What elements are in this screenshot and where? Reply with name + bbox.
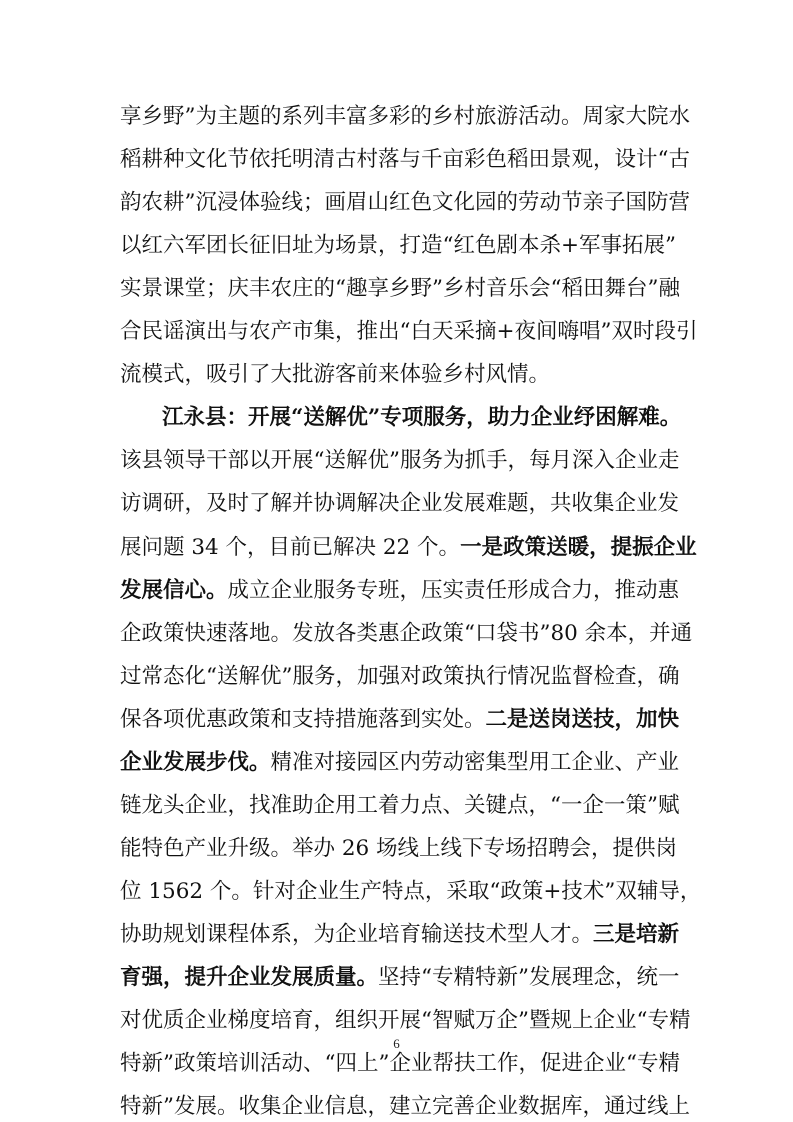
text-line xyxy=(120,1092,690,1122)
text-segment: 保各项优惠政策和支持措施落到实处。 xyxy=(120,707,486,732)
text-segment: 合民谣演出与农产市集，推出“白天采摘+夜间嗨唱”双时段引 xyxy=(120,319,698,344)
text-segment: 企政策快速落地。发放各类惠企政策“口袋书”80 余本，并通 xyxy=(120,621,693,646)
text-segment: 访调研，及时了解并协调解决企业发展难题，共收集企业发 xyxy=(120,491,680,516)
text-segment: 流模式，吸引了大批游客前来体验乡村风情。 xyxy=(120,362,551,387)
bold-text-segment: 二是送岗送技，加快 xyxy=(485,707,680,732)
text-line xyxy=(120,1006,691,1036)
text-line xyxy=(120,662,680,692)
text-segment: 特新”政策培训活动、“四上”企业帮扶工作，促进企业“专精 xyxy=(120,1051,680,1076)
text-segment: 实景课堂；庆丰农庄的“趣享乡野”乡村音乐会“稻田舞台”融 xyxy=(120,276,680,301)
page-number: 6 xyxy=(393,1036,400,1051)
text-line xyxy=(120,533,697,563)
text-segment: 位 1562 个。针对企业生产特点，采取“政策+技术”双辅导， xyxy=(120,879,702,904)
text-line xyxy=(120,188,690,218)
text-segment: 该县领导干部以开展“送解优”服务为抓手，每月深入企业走 xyxy=(120,448,680,473)
text-line xyxy=(120,963,680,993)
text-line xyxy=(120,360,675,390)
text-line xyxy=(120,274,680,304)
text-segment: 坚持“专精特新”发展理念，统一 xyxy=(378,965,680,990)
text-line xyxy=(120,877,702,907)
text-segment: 特新”发展。收集企业信息，建立完善企业数据库，通过线上 xyxy=(120,1094,690,1119)
text-line xyxy=(120,748,680,778)
text-segment: 协助规划课程体系，为企业培育输送技术型人才。 xyxy=(120,922,594,947)
text-line xyxy=(120,102,690,132)
text-segment: 过常态化“送解优”服务，加强对政策执行情况监督检查，确 xyxy=(120,664,680,689)
text-segment: 享乡野”为主题的系列丰富多彩的乡村旅游活动。周家大院水 xyxy=(120,104,690,129)
text-segment: 成立企业服务专班，压实责任形成合力，推动惠 xyxy=(227,578,680,603)
text-line xyxy=(120,317,698,347)
bold-text-segment: 育强，提升企业发展质量。 xyxy=(120,965,379,990)
bold-text-segment: 三是培新 xyxy=(593,922,680,947)
text-line xyxy=(120,489,680,519)
text-line xyxy=(120,145,690,175)
text-line xyxy=(120,791,680,821)
text-line xyxy=(120,446,680,476)
text-line xyxy=(120,619,693,649)
text-line xyxy=(120,231,675,261)
bold-text-segment: 一是政策送暖，提振企业 xyxy=(460,535,697,560)
text-segment: 精准对接园区内劳动密集型用工企业、产业 xyxy=(270,750,680,775)
text-segment: 能特色产业升级。举办 26 场线上线下专场招聘会，提供岗 xyxy=(120,836,678,861)
text-line xyxy=(120,576,680,606)
bold-text-segment: 企业发展步伐。 xyxy=(120,750,271,775)
bold-text-segment: 江永县：开展“送解优”专项服务，助力企业纾困解难。 xyxy=(162,405,682,430)
text-line xyxy=(120,705,680,735)
text-segment: 对优质企业梯度培育，组织开展“智赋万企”暨规上企业“专精 xyxy=(120,1008,691,1033)
text-segment: 链龙头企业，找准助企用工着力点、关键点，“一企一策”赋 xyxy=(120,793,680,818)
text-segment: 以红六军团长征旧址为场景，打造“红色剧本杀+军事拓展” xyxy=(120,233,677,258)
text-segment: 稻耕种文化节依托明清古村落与千亩彩色稻田景观，设计“古 xyxy=(120,147,690,172)
text-segment: 展问题 34 个，目前已解决 22 个。 xyxy=(120,535,461,560)
text-line xyxy=(120,920,680,950)
text-line xyxy=(120,1049,680,1079)
text-line xyxy=(162,403,682,433)
bold-text-segment: 发展信心。 xyxy=(120,578,228,603)
text-line xyxy=(120,834,678,864)
text-segment: 韵农耕”沉浸体验线；画眉山红色文化园的劳动节亲子国防营 xyxy=(120,190,690,215)
